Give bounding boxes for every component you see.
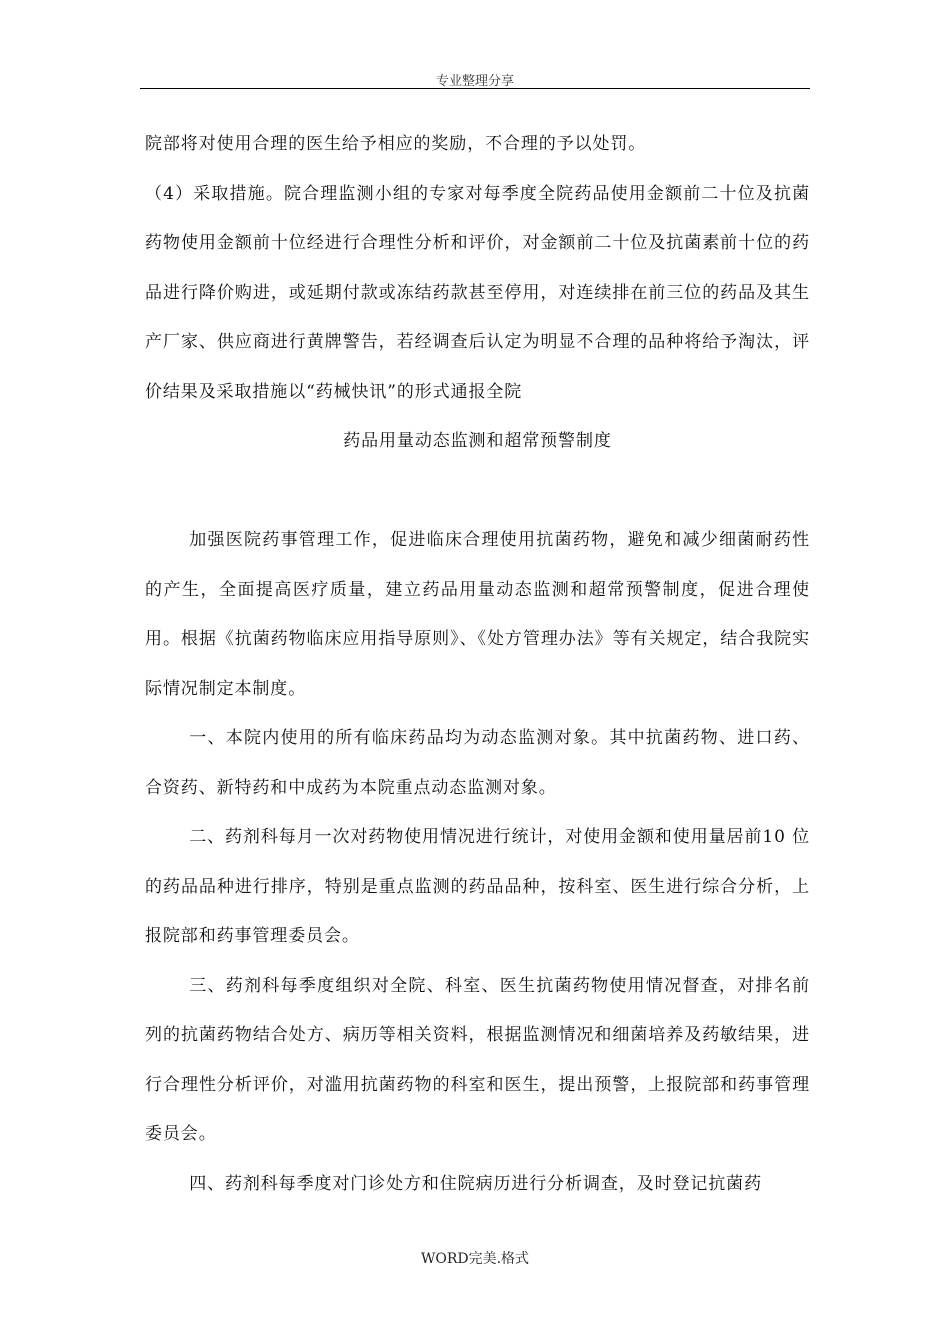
document-body	[145, 120, 810, 1209]
section-title: 药品用量动态监测和超常预警制度	[343, 431, 612, 451]
page-header: 专业整理分享	[435, 74, 514, 89]
paragraph-item-1: 一、本院内使用的所有临床药品均为动态监测对象。其中抗菌药物、进口药、合资药、新特药和中成药为本院重点动态监测对象。	[145, 728, 810, 798]
paragraph-intro: 加强医院药事管理工作，促进临床合理使用抗菌药物，避免和减少细菌耐药性的产生，全面提高医疗质量，建立药品用量动态监测和超常预警制度，促进合理使用。根据《抗菌药物临床应用指导原则》、《处方管理办法》等有关规定，结合我院实际情况制定本制度。	[145, 530, 810, 699]
paragraph-item-2: 二、药剂科每月一次对药物使用情况进行统计，对使用金额和使用量居前10 位的药品品种进行排序，特别是重点监测的药品品种，按科室、医生进行综合分析，上报院部和药事管理委员会。	[145, 827, 810, 946]
paragraph-item-4: 四、药剂科每季度对门诊处方和住院病历进行分析调查，及时登记抗菌药	[189, 1173, 762, 1194]
paragraph-item-3: 三、药剂科每季度组织对全院、科室、医生抗菌药物使用情况督查，对排名前列的抗菌药物结合处方、病历等相关资料，根据监测情况和细菌培养及药敏结果，进行合理性分析评价，对滥用抗菌药物的科室和医生，提出预警，上报院部和药事管理委员会。	[145, 975, 810, 1144]
page-footer: WORD完美.格式	[420, 1251, 530, 1267]
blank-line	[145, 467, 810, 517]
paragraph-reward: 院部将对使用合理的医生给予相应的奖励，不合理的予以处罚。	[145, 134, 647, 154]
header-divider	[140, 88, 810, 89]
paragraph-measures: （4）采取措施。院合理监测小组的专家对每季度全院药品使用金额前二十位及抗菌药物使用金额前十位经进行合理性分析和评价，对金额前二十位及抗菌素前十位的药品进行降价购进，或延期付款或冻结药款甚至停用，对连续排在前三位的药品及其生产厂家、供应商进行黄牌警告，若经调查后认定为明显不合理的品种将给予淘汰，评价结果及采取措施以“药械快讯”的形式通报全院	[145, 183, 810, 402]
